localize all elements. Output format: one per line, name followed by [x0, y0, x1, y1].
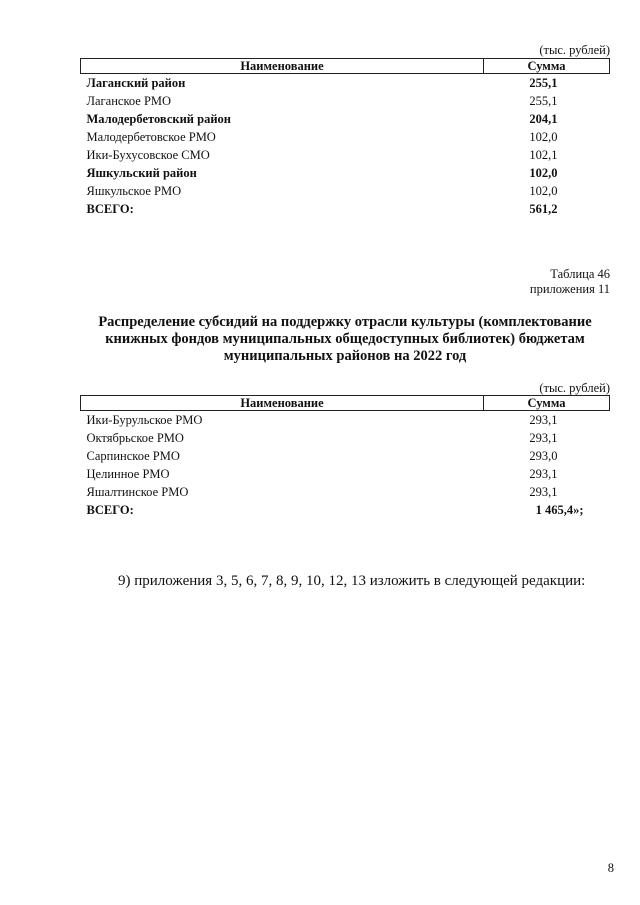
row-value: 293,1	[529, 467, 558, 481]
table2-unit: (тыс. рублей)	[539, 381, 610, 395]
table-row	[81, 447, 610, 465]
row-value: 293,0	[529, 449, 558, 463]
table-row	[81, 128, 610, 146]
section-title	[80, 314, 610, 365]
table-row	[81, 483, 610, 501]
table1	[80, 58, 610, 218]
row-value: 293,1	[529, 485, 558, 499]
row-value: 293,1	[529, 431, 558, 445]
caption-line: Таблица 46	[550, 267, 610, 281]
row-name: Сарпинское РМО	[86, 449, 180, 463]
table1-header-sum: Сумма	[484, 59, 610, 74]
title-line: муниципальных районов на 2022 год	[223, 348, 467, 364]
table-row	[81, 465, 610, 483]
table2-header-row	[81, 396, 610, 411]
row-name: Яшкульское РМО	[86, 184, 182, 198]
table1-header-row	[81, 59, 610, 74]
row-name: Лаганский район	[86, 76, 186, 90]
title-line: Распределение субсидий на поддержку отрасли культуры (комплектование	[98, 314, 592, 330]
row-name: Ики-Бурульское РМО	[86, 413, 203, 427]
row-value: 1 465,4»;	[535, 503, 584, 517]
row-value: 255,1	[529, 76, 558, 90]
title-line: книжных фондов муниципальных общедоступных библиотек) бюджетам	[105, 331, 585, 347]
table-row	[81, 411, 610, 430]
table2-header-name: Наименование	[81, 396, 484, 411]
row-value: 102,1	[529, 148, 558, 162]
row-value: 293,1	[529, 413, 558, 427]
row-name: Лаганское РМО	[86, 94, 172, 108]
table-row	[81, 110, 610, 128]
body-paragraph: 9) приложения 3, 5, 6, 7, 8, 9, 10, 12, 13 изложить в следующей редакции:	[118, 573, 586, 589]
row-name: Октябрьское РМО	[86, 431, 184, 445]
row-value: 255,1	[529, 94, 558, 108]
table2	[80, 395, 610, 519]
row-value: 102,0	[529, 184, 558, 198]
row-name: Целинное РМО	[86, 467, 170, 481]
row-name: ВСЕГО:	[86, 503, 134, 517]
table1-unit: (тыс. рублей)	[539, 43, 610, 57]
table-row	[81, 429, 610, 447]
page-number: 8	[607, 861, 614, 875]
row-name: Малодербетовское РМО	[86, 130, 216, 144]
table1-header-name: Наименование	[81, 59, 484, 74]
row-value: 102,0	[529, 130, 558, 144]
row-name: Ики-Бухусовское СМО	[86, 148, 210, 162]
table-row	[81, 74, 610, 93]
row-value: 204,1	[529, 112, 558, 126]
table-row-total	[81, 200, 610, 218]
row-name: Малодербетовский район	[86, 112, 231, 126]
row-name: Яшалтинское РМО	[86, 485, 189, 499]
row-value: 561,2	[529, 202, 558, 216]
table2-header-sum: Сумма	[484, 396, 610, 411]
table-caption	[530, 267, 610, 297]
table-row	[81, 92, 610, 110]
row-name: Яшкульский район	[86, 166, 197, 180]
row-value: 102,0	[529, 166, 558, 180]
row-name: ВСЕГО:	[86, 202, 134, 216]
table-row-total	[81, 501, 610, 519]
table-row	[81, 146, 610, 164]
table-row	[81, 164, 610, 182]
table-row	[81, 182, 610, 200]
caption-line: приложения 11	[529, 282, 610, 296]
